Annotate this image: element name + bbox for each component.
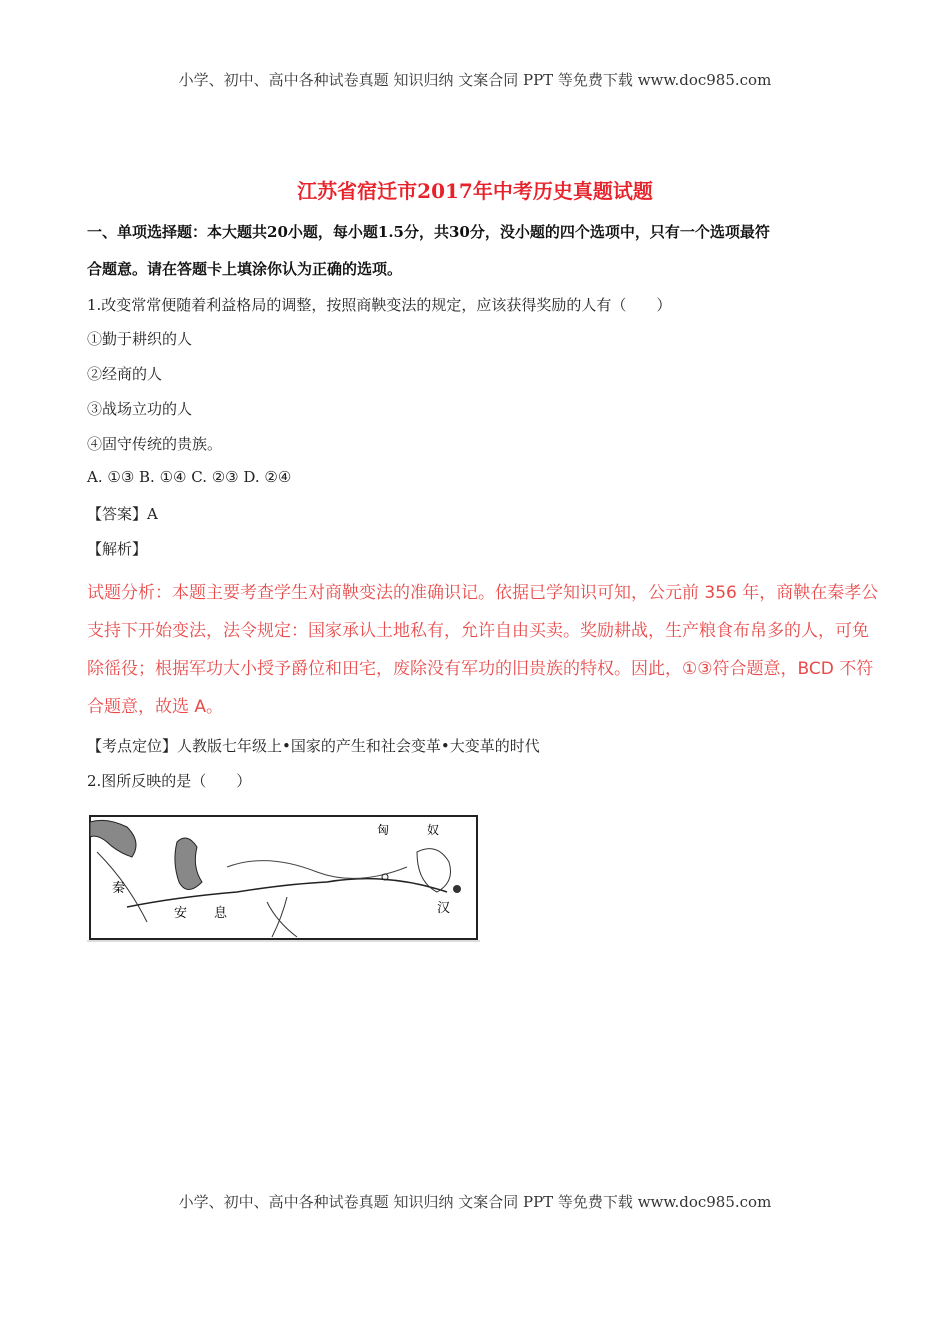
section-heading: 一、单项选择题：本大题共20小题，每小题1.5分，共30分，没小题的四个选项中，只有一个选项最符 <box>87 223 770 241</box>
question-1-item: ②经商的人 <box>87 365 163 383</box>
question-1-stem: 1.改变常常便随着利益格局的调整，按照商鞅变法的规定，应该获得奖励的人有（ ） <box>87 296 672 314</box>
question-1-kaodian: 【考点定位】人教版七年级上•国家的产生和社会变革•大变革的时代 <box>87 737 540 755</box>
analysis-line: 合题意，故选 A。 <box>87 697 224 717</box>
analysis-line: 支持下开始变法，法令规定：国家承认土地私有，允许自由买卖。奖励耕战，生产粮食布帛多的人，可免 <box>87 621 869 641</box>
analysis-line: 除徭役；根据军功大小授予爵位和田宅，废除没有军功的旧贵族的特权。因此，①③符合题意，BCD 不符 <box>87 659 874 679</box>
question-1-item: ④固守传统的贵族。 <box>87 435 223 453</box>
question-1-answer: 【答案】A <box>87 505 158 523</box>
question-1-item: ①勤于耕织的人 <box>87 330 193 348</box>
map-label-xi: 息 <box>214 906 228 921</box>
page-header: 小学、初中、高中各种试卷真题 知识归纳 文案合同 PPT 等免费下载 www.doc985.com <box>178 71 772 89</box>
map-label-han: 汉 <box>437 901 451 916</box>
page-footer: 小学、初中、高中各种试卷真题 知识归纳 文案合同 PPT 等免费下载 www.doc985.com <box>178 1193 772 1211</box>
silk-road-map <box>87 812 480 942</box>
question-1-options: A. ①③ B. ①④ C. ②③ D. ②④ <box>87 468 292 486</box>
section-heading-cont: 合题意。请在答题卡上填涂你认为正确的选项。 <box>87 260 403 278</box>
question-2-stem: 2.图所反映的是（ ） <box>87 772 252 790</box>
map-label-an: 安 <box>174 906 188 921</box>
question-1-analysis-label: 【解析】 <box>87 540 148 558</box>
page-title: 江苏省宿迁市2017年中考历史真题试题 <box>297 179 653 203</box>
analysis-line: 试题分析：本题主要考查学生对商鞅变法的准确识记。依据已学知识可知，公元前 356 年，商鞅在秦孝公 <box>87 583 879 603</box>
map-label-xiong: 匈 <box>377 823 390 837</box>
map-label-nu: 奴 <box>427 823 440 837</box>
question-1-item: ③战场立功的人 <box>87 400 193 418</box>
map-label-qin: 秦 <box>112 881 126 896</box>
